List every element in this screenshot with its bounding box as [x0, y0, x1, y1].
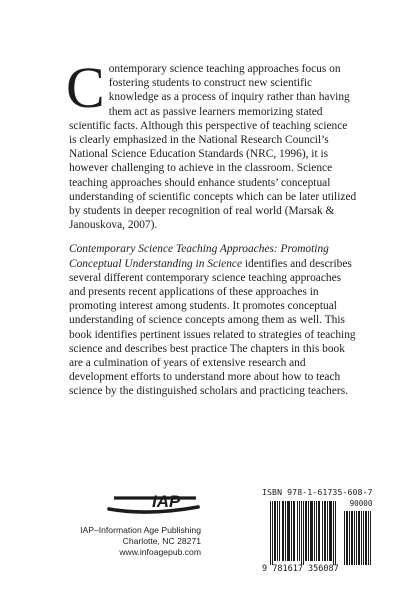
isbn-label: ISBN 978-1-61735-608-7: [262, 487, 373, 497]
publisher-url: www.infoagepub.com: [119, 547, 201, 558]
cover-text: [66, 55, 357, 409]
drop-cap: C: [66, 55, 105, 120]
description-paragraph-1: [66, 55, 357, 232]
description-paragraph-2: [69, 242, 357, 398]
publisher-name: IAP–Information Age Publishing: [80, 525, 201, 535]
isbn-barcode-block: [262, 487, 376, 583]
paragraph-1-text: ontemporary science teaching approaches focus on fostering students to construct new scientific knowledge as a process of inquiry rather than having them act as passive learners memorizing stated scientific facts. Although this perspective of teaching science is clearly emphasized in the National Research Council’s National Science Education Standards (NRC, 1996), it is however challenging to achieve in the classroom. Science teaching approaches should enhance students’ conceptual understanding of scientific concepts which can be later utilized by students in deeper recognition of real world (Marsak & Janouskova, 2007).: [69, 63, 357, 232]
iap-logo: [88, 487, 203, 519]
footer: [66, 487, 376, 587]
publisher-city: Charlotte, NC 28271: [122, 536, 201, 547]
paragraph-2-text: identifies and describes several different contemporary science teaching approaches and presents recent applications of these approaches in promoting interest among students. It promotes conceptual understanding of science concepts among them as well. This book identifies pertinent issues related to strategies of teaching science and describes best practice The chapters in this book are a culmination of years of extensive research and development efforts to understand more about how to teach science by the distinguished scholars and practicing teachers.: [69, 257, 356, 398]
book-title-italic: Contemporary Science Teaching Approaches: Promoting Conceptual Understanding in Science: [69, 243, 329, 270]
barcode-addon-digits: 90000: [349, 499, 373, 508]
barcode-digits: 9 781617 356087: [262, 564, 339, 574]
publisher-address: [66, 525, 201, 559]
logo-text: IAP: [152, 492, 181, 511]
